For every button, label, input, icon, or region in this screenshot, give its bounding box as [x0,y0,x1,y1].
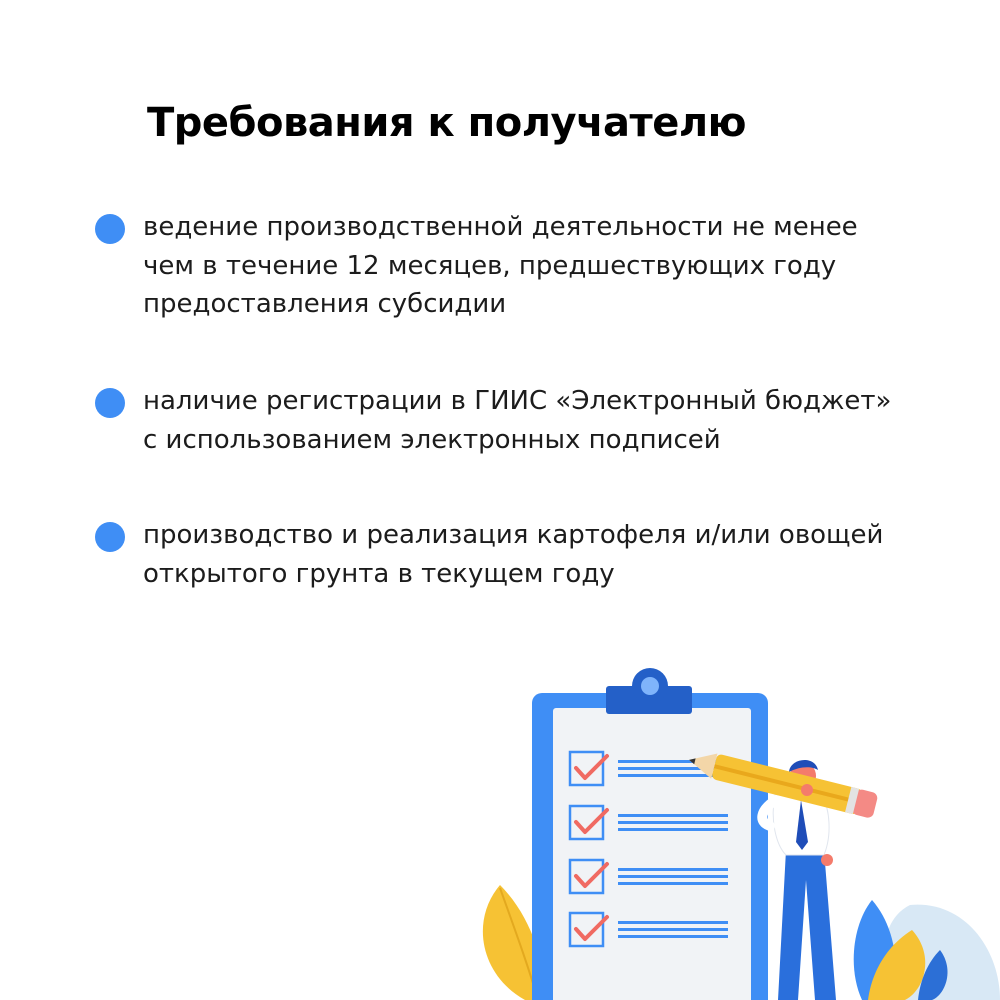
page-title: Требования к получателю [147,100,747,146]
requirement-item [95,516,955,593]
requirement-item [95,208,955,324]
requirement-text: ведение производственной деятельности не менее чем в течение 12 месяцев, предшествующих году предоставления субсидии [143,212,858,319]
leaf-icon [854,900,1000,1000]
requirement-item [95,382,955,459]
clipboard-checklist-illustration [480,665,1000,1000]
requirement-text: наличие регистрации в ГИИС «Электронный бюджет» с использованием электронных подписей [143,386,892,455]
clipboard-icon [532,668,768,1000]
requirement-text: производство и реализация картофеля и/или овощей открытого грунта в текущем году [143,520,884,589]
bullet-icon [95,388,125,418]
bullet-icon [95,214,125,244]
bullet-icon [95,522,125,552]
